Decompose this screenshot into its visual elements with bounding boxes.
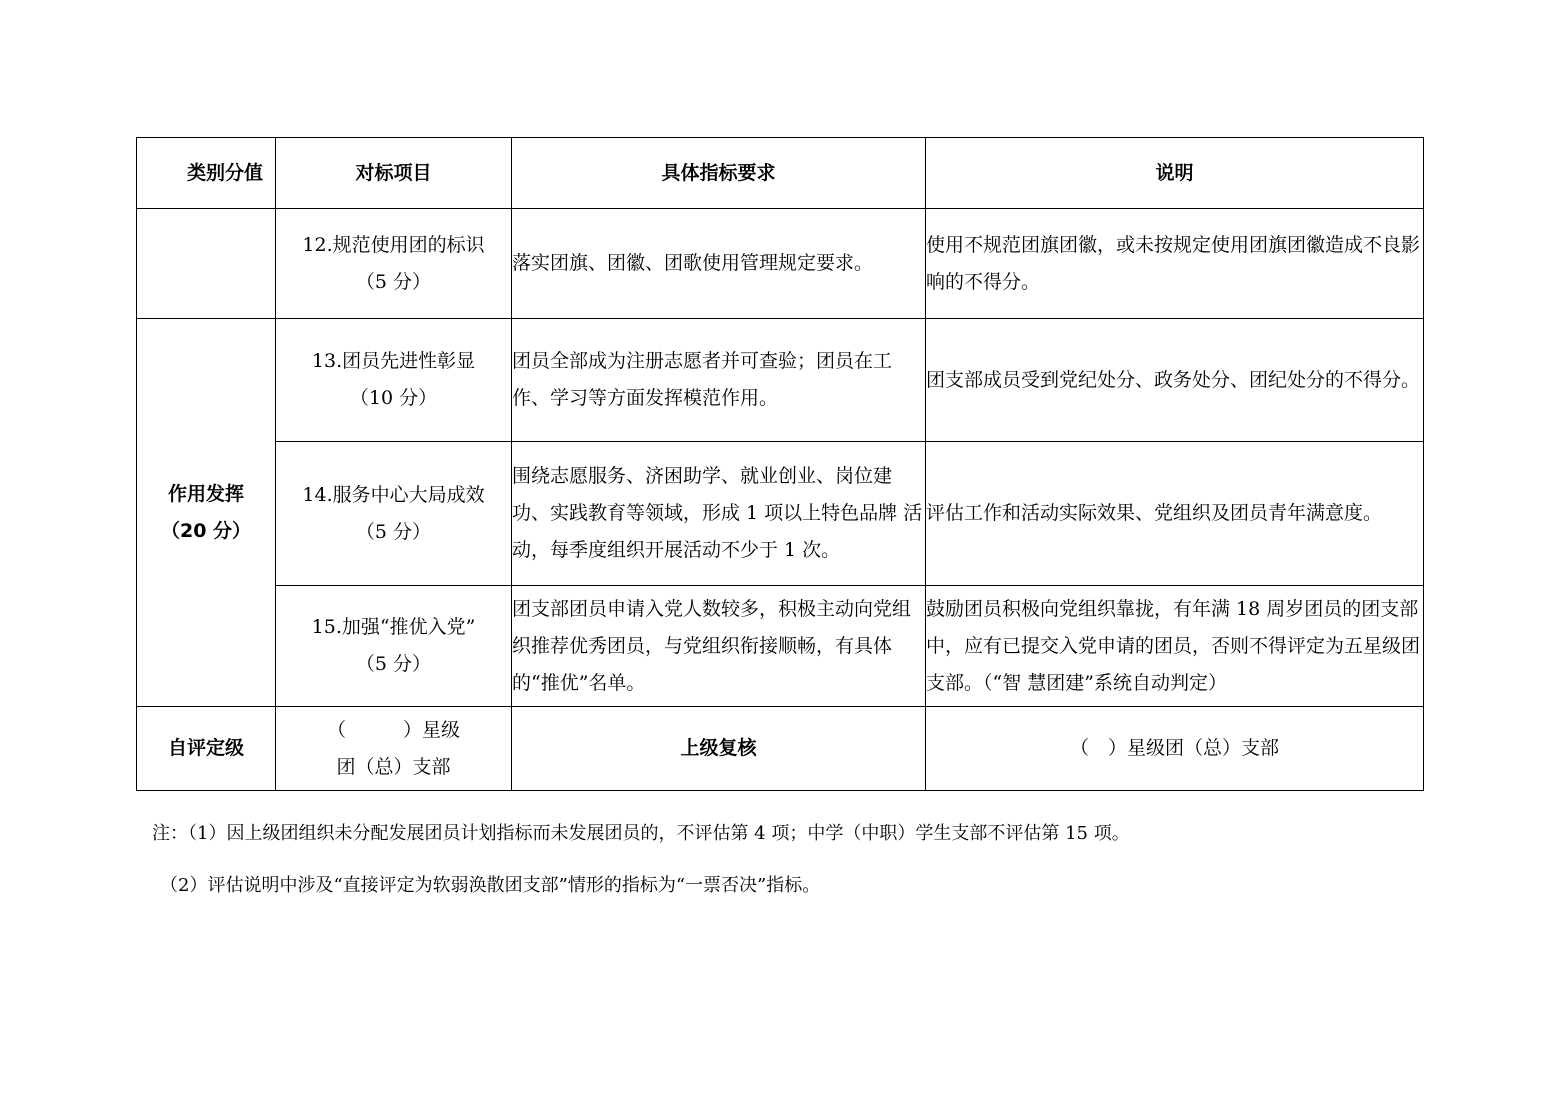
self-rating-star-level: （ ）星级 (326, 718, 460, 741)
item-cell (276, 319, 512, 442)
self-rating-value (276, 707, 512, 791)
note-line-1: 注：（1）因上级团组织未分配发展团员计划指标而未发展团员的，不评估第 4 项；中学（中职）学生支部不评估第 15 项。 (152, 823, 1130, 844)
table-row (137, 319, 1424, 442)
note-cell: 评估工作和活动实际效果、党组织及团员青年满意度。 (926, 442, 1424, 586)
requirement-cell: 团支部团员申请入党人数较多，积极主动向党组织推荐优秀团员，与党组织衔接顺畅，有具体的“推优”名单。 (512, 586, 926, 707)
note-line-2: （2）评估说明中涉及“直接评定为软弱涣散团支部”情形的指标为“一票否决”指标。 (160, 875, 821, 896)
table-row (137, 442, 1424, 586)
requirement-cell: 团员全部成为注册志愿者并可查验；团员在工作、学习等方面发挥模范作用。 (512, 319, 926, 442)
header-note: 说明 (926, 138, 1424, 209)
note-cell: 使用不规范团旗团徽，或未按规定使用团旗团徽造成不良影响的不得分。 (926, 209, 1424, 319)
item-score: （5 分） (355, 270, 432, 293)
header-item: 对标项目 (276, 138, 512, 209)
item-cell (276, 209, 512, 319)
item-title: 14.服务中心大局成效 (302, 483, 485, 506)
header-category: 类别分值 (137, 138, 276, 209)
table-row (137, 586, 1424, 707)
requirement-cell: 围绕志愿服务、济困助学、就业创业、岗位建功、实践教育等领域，形成 1 项以上特色品牌 活动，每季度组织开展活动不少于 1 次。 (512, 442, 926, 586)
footer-row (137, 707, 1424, 791)
table-row (137, 209, 1424, 319)
category-score: （20 分） (160, 519, 252, 542)
review-value: （ ）星级团（总）支部 (926, 707, 1424, 791)
requirement-cell: 落实团旗、团徽、团歌使用管理规定要求。 (512, 209, 926, 319)
header-requirement: 具体指标要求 (512, 138, 926, 209)
notes (152, 808, 1130, 912)
item-score: （5 分） (355, 653, 432, 675)
review-label: 上级复核 (512, 707, 926, 791)
item-score: （10 分） (349, 387, 438, 409)
item-cell (276, 586, 512, 707)
item-cell (276, 442, 512, 586)
self-rating-label: 自评定级 (137, 707, 276, 791)
item-score: （5 分） (355, 520, 432, 543)
item-title: 13.团员先进性彰显 (311, 350, 476, 372)
category-name: 作用发挥 (167, 482, 244, 505)
evaluation-table (136, 137, 1424, 791)
header-row (137, 138, 1424, 209)
item-title: 15.加强“推优入党” (311, 616, 476, 638)
category-cell (137, 319, 276, 707)
note-cell: 团支部成员受到党纪处分、政务处分、团纪处分的不得分。 (926, 319, 1424, 442)
note-cell: 鼓励团员积极向党组织靠拢，有年满 18 周岁团员的团支部中，应有已提交入党申请的团员，否则不得评定为五星级团支部。（“智 慧团建”系统自动判定） (926, 586, 1424, 707)
empty-category-cell (137, 209, 276, 319)
self-rating-branch: 团（总）支部 (336, 755, 451, 778)
item-title: 12.规范使用团的标识 (302, 233, 485, 256)
